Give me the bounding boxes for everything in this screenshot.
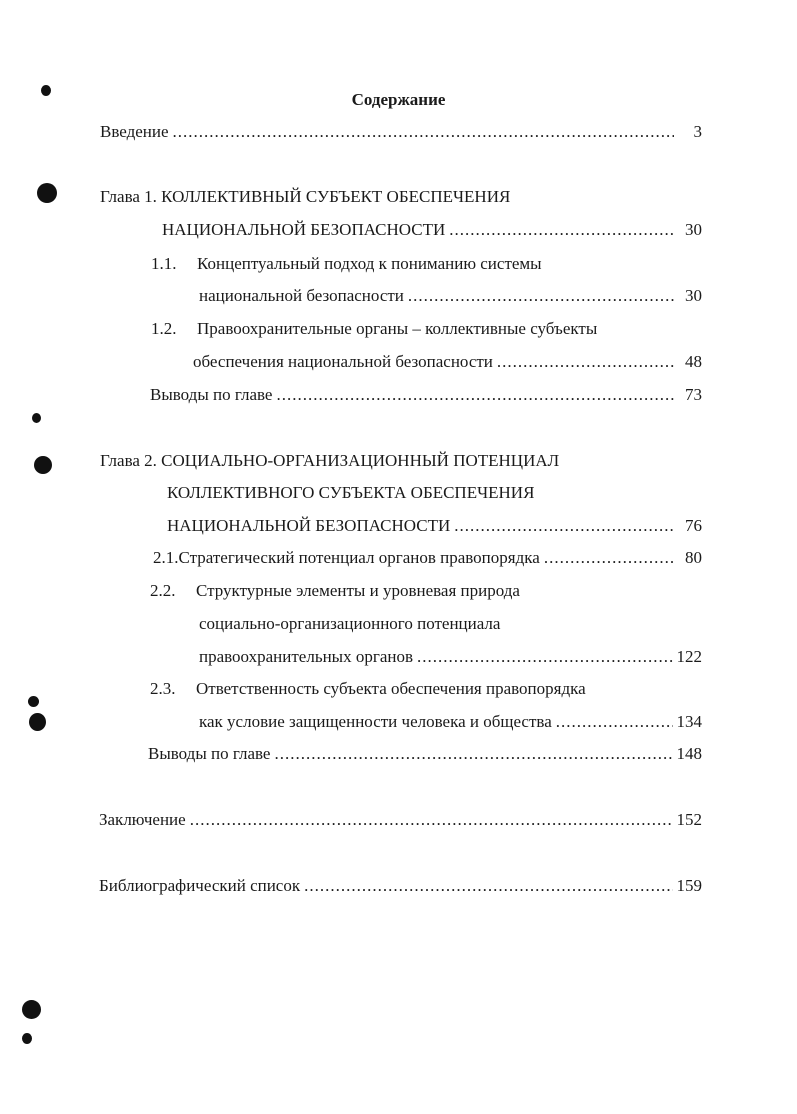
leader-dots (556, 710, 673, 734)
entry-label: обеспечения национальной безопасности (193, 352, 493, 371)
entry-page: 30 (685, 286, 702, 305)
section-title: Правоохранительные органы – коллективные субъекты (197, 319, 598, 338)
toc-entry-section-2-1 (153, 546, 702, 570)
section-2-2-line1 (150, 579, 520, 603)
section-number: 1.1. (151, 254, 177, 273)
entry-label: НАЦИОНАЛЬНОЙ БЕЗОПАСНОСТИ (162, 220, 446, 239)
section-2-2-line2: социально-организационного потенциала (199, 614, 501, 633)
punch-hole-mark (37, 183, 57, 203)
leader-dots (304, 874, 672, 898)
leader-dots (274, 742, 672, 766)
chapter1-heading-line1: Глава 1. КОЛЛЕКТИВНЫЙ СУБЪЕКТ ОБЕСПЕЧЕНИЯ (100, 187, 511, 206)
section-number: 1.2. (151, 319, 177, 338)
entry-label: НАЦИОНАЛЬНОЙ БЕЗОПАСНОСТИ (167, 516, 451, 535)
leader-dots (173, 120, 674, 144)
entry-label: Стратегический потенциал органов правопорядка (178, 548, 540, 567)
toc-entry-bibliography (99, 874, 702, 898)
chapter2-heading-line2: КОЛЛЕКТИВНОГО СУБЪЕКТА ОБЕСПЕЧЕНИЯ (167, 483, 535, 502)
entry-page: 152 (676, 810, 702, 829)
toc-entry-section-1-1 (199, 284, 702, 308)
entry-page: 80 (685, 548, 702, 567)
section-number: 2.2. (150, 581, 176, 600)
entry-page: 134 (676, 712, 702, 731)
leader-dots (497, 350, 674, 374)
toc-entry-chapter2 (167, 514, 702, 538)
punch-hole-mark (34, 456, 52, 474)
section-title: Ответственность субъекта обеспечения правопорядка (196, 679, 586, 698)
entry-label: правоохранительных органов (199, 647, 413, 666)
punch-hole-mark (28, 696, 39, 707)
entry-label: Введение (100, 122, 169, 141)
punch-hole-mark (29, 713, 46, 731)
section-number: 2.3. (150, 679, 176, 698)
leader-dots (417, 645, 673, 669)
entry-label: Выводы по главе (150, 385, 273, 404)
toc-title: Содержание (351, 90, 446, 109)
entry-page: 48 (685, 352, 702, 371)
leader-dots (190, 808, 673, 832)
entry-page: 122 (676, 647, 702, 666)
toc-entry-chapter1-conclusions (150, 383, 702, 407)
entry-page: 73 (685, 385, 702, 404)
section-number: 2.1. (153, 548, 179, 567)
toc-entry-intro (100, 120, 702, 144)
toc-entry-conclusion (99, 808, 702, 832)
entry-page: 30 (685, 220, 702, 239)
section-title: Концептуальный подход к пониманию системы (197, 254, 542, 273)
entry-page: 148 (676, 744, 702, 763)
entry-page: 159 (676, 876, 702, 895)
section-2-3-line1 (150, 677, 586, 701)
punch-hole-mark (32, 413, 41, 423)
leader-dots (454, 514, 674, 538)
punch-hole-mark (22, 1033, 32, 1044)
entry-label: Библиографический список (99, 876, 301, 895)
toc-entry-section-2-2 (199, 645, 702, 669)
section-title: Структурные элементы и уровневая природа (196, 581, 520, 600)
punch-hole-mark (22, 1000, 41, 1019)
entry-label: как условие защищенности человека и общества (199, 712, 552, 731)
toc-entry-section-1-2 (193, 350, 702, 374)
chapter2-heading-line1: Глава 2. СОЦИАЛЬНО-ОРГАНИЗАЦИОННЫЙ ПОТЕНЦИАЛ (100, 451, 560, 470)
section-1-2-line1 (151, 317, 597, 341)
entry-page: 3 (693, 122, 702, 141)
section-1-1-line1 (151, 252, 542, 276)
toc-entry-chapter1 (162, 218, 702, 242)
entry-label: Выводы по главе (148, 744, 271, 763)
toc-entry-chapter2-conclusions (148, 742, 702, 766)
entry-label: Заключение (99, 810, 186, 829)
leader-dots (408, 284, 674, 308)
entry-label: национальной безопасности (199, 286, 404, 305)
toc-entry-section-2-3 (199, 710, 702, 734)
entry-page: 76 (685, 516, 702, 535)
leader-dots (276, 383, 674, 407)
leader-dots (544, 546, 674, 570)
leader-dots (449, 218, 674, 242)
